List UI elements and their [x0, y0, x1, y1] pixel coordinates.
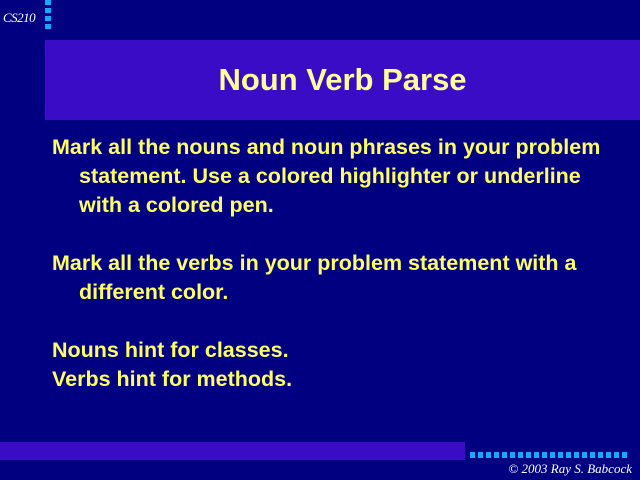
bottom-bar — [0, 442, 465, 460]
paragraph-mark-verbs: Mark all the verbs in your problem statement with a different color. — [52, 251, 577, 304]
decorative-dot-column — [45, 0, 51, 32]
paragraph-verbs-hint: Verbs hint for methods. — [52, 367, 293, 391]
course-label: CS210 — [3, 10, 36, 25]
paragraph-mark-nouns: Mark all the nouns and noun phrases in your problem statement. Use a colored highlighter or underline with a colored pen. — [52, 135, 601, 217]
slide-body — [52, 133, 612, 394]
paragraph-nouns-hint: Nouns hint for classes. — [52, 338, 289, 362]
copyright-notice: © 2003 Ray S. Babcock — [508, 461, 632, 476]
decorative-dot-row — [470, 452, 630, 458]
title-bar — [45, 40, 640, 120]
slide-title: Noun Verb Parse — [218, 62, 467, 97]
